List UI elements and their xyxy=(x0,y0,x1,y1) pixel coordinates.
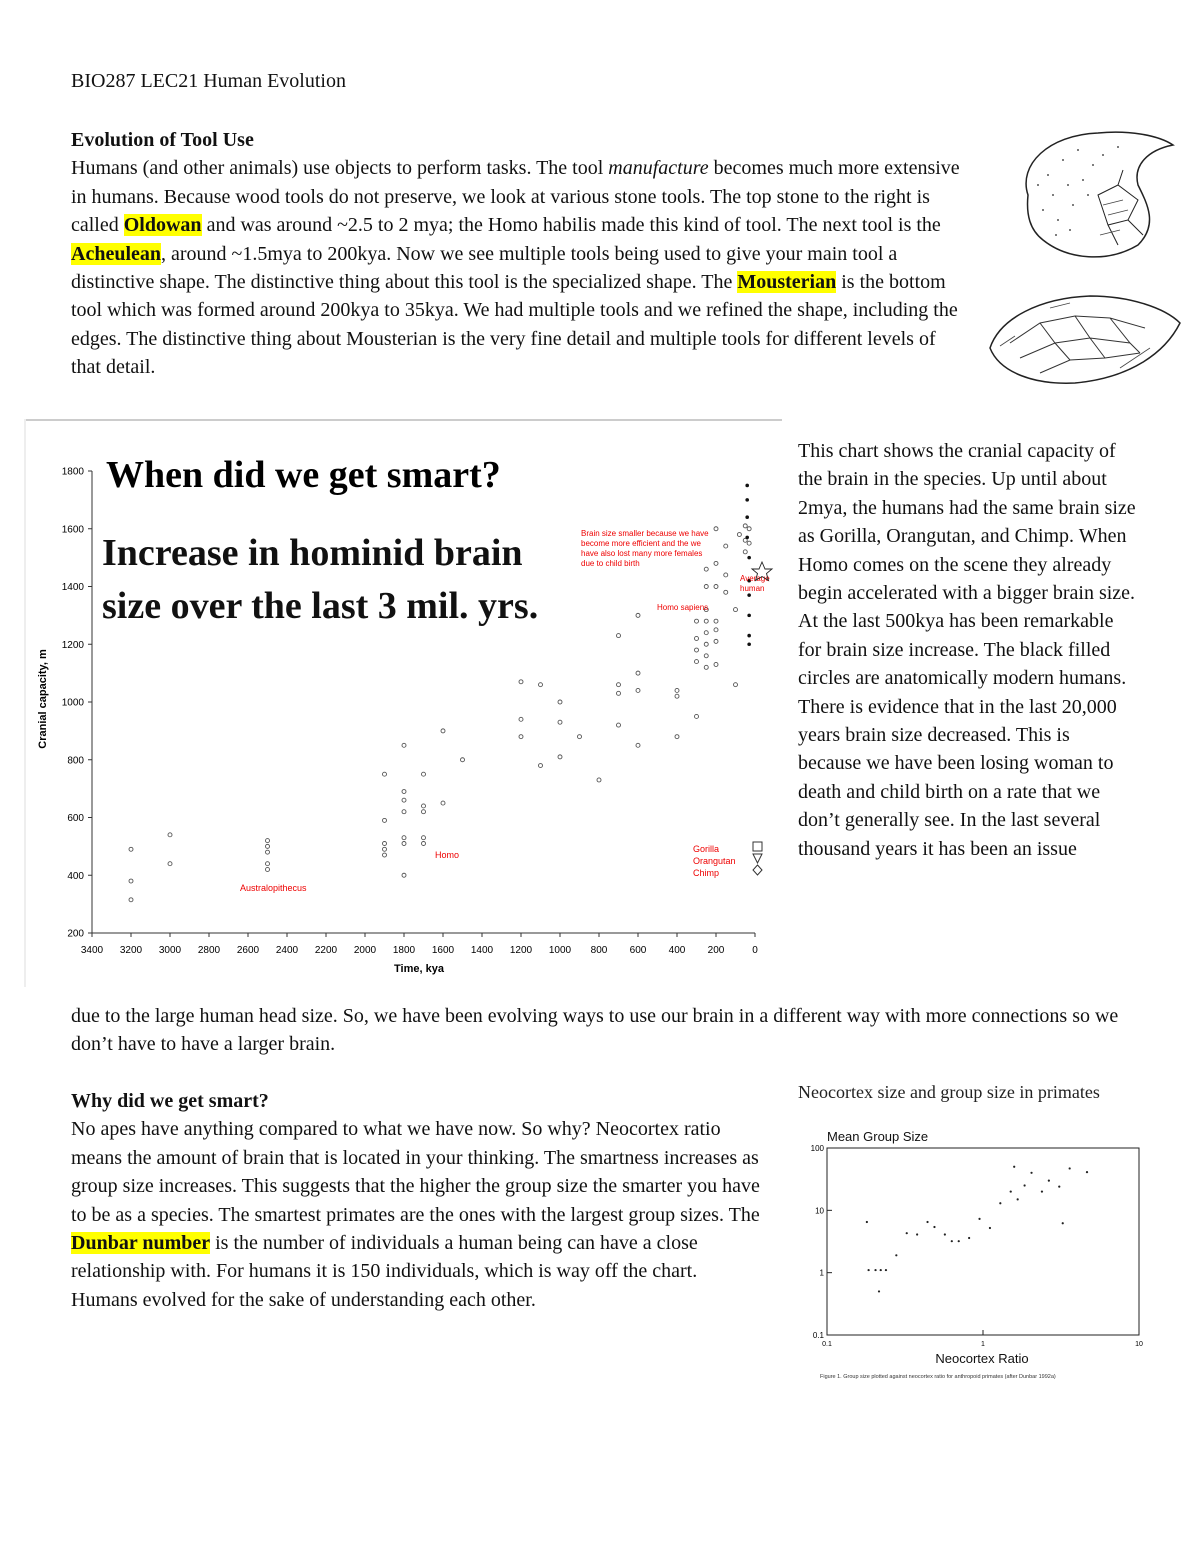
brain-y-tick-label: 1800 xyxy=(61,466,84,478)
neocortex-point xyxy=(1069,1167,1071,1169)
fossil-point xyxy=(266,850,270,854)
modern-human-point xyxy=(745,484,749,488)
document-header: BIO287 LEC21 Human Evolution xyxy=(71,70,346,92)
neo-x-tick-label: 1 xyxy=(981,1341,985,1348)
neocortex-point xyxy=(999,1202,1001,1204)
mousterian-highlight: Mousterian xyxy=(737,271,837,294)
fossil-point xyxy=(704,665,708,669)
neo-y-tick-label: 100 xyxy=(810,1144,824,1153)
fossil-point xyxy=(266,867,270,871)
brain-x-tick-label: 2200 xyxy=(314,945,338,956)
brain-x-tick-label: 1600 xyxy=(431,945,455,956)
neo-x-tick-label: 10 xyxy=(1135,1341,1143,1348)
fossil-point xyxy=(636,613,640,617)
oldowan-tool-image xyxy=(1008,125,1183,265)
brain-y-tick-label: 1400 xyxy=(61,582,84,593)
annot-australopithecus: Australopithecus xyxy=(240,883,307,893)
neo-y-tick-label: 0.1 xyxy=(812,1331,824,1340)
brain-x-tick-label: 1000 xyxy=(548,945,572,956)
brain-y-tick-label: 1600 xyxy=(61,524,84,536)
why-smart-paragraph xyxy=(71,1115,761,1314)
fossil-point xyxy=(383,772,387,776)
fossil-point xyxy=(724,573,728,577)
brain-y-tick-label: 1000 xyxy=(61,697,84,709)
neocortex-point xyxy=(880,1269,882,1271)
smart-text-1: No apes have anything compared to what we have now. So why? Neocortex ratio means the amount of brain that is located in your thinking. The smartness increases as group size increases. This suggests that the higher the group size the smarter you have to be as a species. The smartest primates are the ones with the largest group sizes. The xyxy=(71,1118,760,1226)
fossil-point xyxy=(129,847,133,851)
brain-chart-explanation-continued: due to the large human head size. So, we have been evolving ways to use our brain in a different way with more connections so we don’t have to have a larger brain. xyxy=(71,1005,1119,1056)
brain-x-tick-label: 0 xyxy=(752,945,758,956)
fossil-point xyxy=(129,879,133,883)
brain-x-tick-label: 1400 xyxy=(470,945,494,956)
neo-y-tick-label: 1 xyxy=(819,1268,824,1278)
fossil-point xyxy=(675,688,679,692)
fossil-point xyxy=(266,862,270,866)
neocortex-point xyxy=(978,1218,980,1220)
neocortex-point xyxy=(878,1290,880,1292)
neocortex-chart xyxy=(760,1053,1180,1393)
smart-text-2: is the number of individuals a human being can have a close relationship with. For humans it is 150 individuals, which is way off the chart. Humans evolved for the sake of understanding each other. xyxy=(71,1232,698,1311)
fossil-point xyxy=(422,836,426,840)
brain-x-tick-label: 400 xyxy=(668,945,686,956)
dunbar-number-highlight: Dunbar number xyxy=(71,1232,211,1255)
tool-text-manufacture: manufacture xyxy=(608,157,709,180)
neocortex-point xyxy=(958,1240,960,1242)
annot-orangutan: Orangutan xyxy=(693,856,736,866)
brain-chart-title: When did we get smart? xyxy=(106,454,501,496)
modern-human-point xyxy=(747,614,751,618)
fossil-point xyxy=(129,898,133,902)
fossil-point xyxy=(383,818,387,822)
annot-brain-note: Brain size smaller because we have become more efficient and the we have also lost many more females due to child birth xyxy=(581,529,709,568)
annot-average-human: Average human xyxy=(740,574,770,593)
acheulean-highlight: Acheulean xyxy=(71,242,161,265)
neo-x-tick-label: 0.1 xyxy=(822,1341,832,1348)
neocortex-point xyxy=(933,1226,935,1228)
fossil-point xyxy=(695,636,699,640)
neocortex-point xyxy=(1058,1186,1060,1188)
brain-x-tick-label: 3000 xyxy=(158,945,182,956)
tool-use-paragraph xyxy=(71,154,966,381)
brain-x-tick-label: 3400 xyxy=(80,945,104,956)
neocortex-point xyxy=(1013,1166,1015,1168)
fossil-point xyxy=(675,735,679,739)
chart-background xyxy=(24,419,782,987)
brain-chart-subtitle: Increase in hominid brain size over the last 3 mil. yrs. xyxy=(102,532,539,627)
fossil-point xyxy=(704,631,708,635)
neocortex-point xyxy=(989,1227,991,1229)
neocortex-point xyxy=(885,1269,887,1271)
fossil-point xyxy=(597,778,601,782)
mousterian-tool-image xyxy=(980,288,1185,388)
neocortex-point xyxy=(951,1240,953,1242)
fossil-point xyxy=(441,729,445,733)
fossil-point xyxy=(704,619,708,623)
brain-x-tick-label: 2000 xyxy=(353,945,377,956)
annot-brain-note-box xyxy=(581,529,716,599)
brain-chart-xlabel: Time, kya xyxy=(394,963,444,975)
fossil-point xyxy=(724,544,728,548)
neocortex-point xyxy=(1041,1190,1043,1192)
brain-x-tick-label: 200 xyxy=(707,945,725,956)
fossil-point xyxy=(617,691,621,695)
fossil-point xyxy=(519,735,523,739)
tool-use-heading: Evolution of Tool Use xyxy=(71,129,254,151)
fossil-point xyxy=(383,853,387,857)
fossil-point xyxy=(441,801,445,805)
fossil-point xyxy=(704,642,708,646)
modern-human-point xyxy=(745,536,749,540)
fossil-point xyxy=(747,541,751,545)
fossil-point xyxy=(636,671,640,675)
fossil-point xyxy=(383,847,387,851)
brain-y-tick-label: 800 xyxy=(67,755,84,767)
fossil-point xyxy=(422,804,426,808)
fossil-point xyxy=(402,798,406,802)
neocortex-point xyxy=(926,1221,928,1223)
brain-x-tick-label: 2400 xyxy=(275,945,299,956)
fossil-point xyxy=(422,810,426,814)
neocortex-point xyxy=(866,1221,868,1223)
fossil-point xyxy=(558,755,562,759)
brain-y-tick-label: 1200 xyxy=(61,639,84,651)
fossil-point xyxy=(743,550,747,554)
modern-human-point xyxy=(745,498,749,502)
tool-text-2: becomes much more extensive in humans. Because wood tools do not preserve, we look at various stone tools. The top stone to the right is called xyxy=(71,157,960,237)
fossil-point xyxy=(695,619,699,623)
fossil-point xyxy=(617,634,621,638)
neocortex-point xyxy=(1086,1171,1088,1173)
fossil-point xyxy=(695,648,699,652)
fossil-point xyxy=(402,836,406,840)
neocortex-point xyxy=(868,1269,870,1271)
fossil-point xyxy=(539,683,543,687)
tool-text-5: is the bottom tool which was formed around 200kya to 35kya. We had multiple tools and we refined the shape, including the edges. The distinctive thing about Mousterian is the very fine detail and multiple tools for different levels of that detail. xyxy=(71,271,958,379)
brain-size-chart xyxy=(24,419,782,987)
fossil-point xyxy=(734,608,738,612)
annot-average-human-box xyxy=(740,574,782,604)
fossil-point xyxy=(266,839,270,843)
neocortex-point xyxy=(916,1233,918,1235)
fossil-point xyxy=(461,758,465,762)
fossil-point xyxy=(519,717,523,721)
fossil-point xyxy=(402,841,406,845)
brain-y-tick-label: 400 xyxy=(67,870,84,882)
fossil-point xyxy=(578,735,582,739)
tool-text-1: Humans (and other animals) use objects to perform tasks. The tool xyxy=(71,157,609,180)
neocortex-point xyxy=(1030,1172,1032,1174)
fossil-point xyxy=(714,639,718,643)
brain-x-tick-label: 3200 xyxy=(119,945,143,956)
fossil-point xyxy=(558,700,562,704)
fossil-point xyxy=(617,723,621,727)
fossil-point xyxy=(734,683,738,687)
fossil-point xyxy=(724,590,728,594)
oldowan-highlight: Oldowan xyxy=(123,214,202,237)
neocortex-chart-caption: Figure 1. Group size plotted against neocortex ratio for anthropoid primates (after Dunbar 1992a) xyxy=(820,1374,1056,1380)
fossil-point xyxy=(402,810,406,814)
fossil-point xyxy=(743,524,747,528)
neocortex-point xyxy=(1024,1184,1026,1186)
brain-x-tick-label: 2800 xyxy=(197,945,221,956)
brain-x-tick-label: 1800 xyxy=(392,945,416,956)
fossil-point xyxy=(539,764,543,768)
neocortex-point xyxy=(1017,1198,1019,1200)
neocortex-point xyxy=(1048,1179,1050,1181)
fossil-point xyxy=(695,714,699,718)
fossil-point xyxy=(737,533,741,537)
brain-chart-explanation: This chart shows the cranial capacity of the brain in the species. Up until about 2mya, the humans had the same brain size as Gorilla, Orangutan, and Chimp. When Homo comes on the scene they already begin accelerated with a bigger brain size. At the last 500kya has been remarkable for brain size increase. The black filled circles are anatomically modern humans. There is evidence that in the last 20,000 years brain size decreased. This is because we have been losing woman to death and child birth on a rate that we don’t generally see. In the last several thousand years it has been an issue xyxy=(798,440,1136,860)
neo-y-tick-label: 10 xyxy=(815,1206,824,1216)
brain-y-tick-label: 200 xyxy=(67,928,84,940)
fossil-point xyxy=(402,790,406,794)
fossil-point xyxy=(168,862,172,866)
neocortex-point xyxy=(895,1254,897,1256)
why-smart-section xyxy=(71,1087,761,1314)
fossil-point xyxy=(402,873,406,877)
neocortex-plot-frame xyxy=(827,1148,1139,1335)
tool-text-3: and was around ~2.5 to 2 mya; the Homo habilis made this kind of tool. The next tool is the xyxy=(201,214,941,237)
fossil-point xyxy=(695,660,699,664)
fossil-point xyxy=(383,841,387,845)
fossil-point xyxy=(714,628,718,632)
fossil-point xyxy=(714,662,718,666)
fossil-point xyxy=(675,694,679,698)
neocortex-chart-ylabel: Mean Group Size xyxy=(827,1129,929,1144)
neocortex-chart-title: Neocortex size and group size in primates xyxy=(798,1082,1100,1102)
fossil-point xyxy=(266,844,270,848)
neocortex-point xyxy=(906,1232,908,1234)
neocortex-point xyxy=(968,1237,970,1239)
fossil-point xyxy=(636,743,640,747)
fossil-point xyxy=(519,680,523,684)
brain-x-tick-label: 1200 xyxy=(509,945,533,956)
fossil-point xyxy=(617,683,621,687)
modern-human-point xyxy=(747,642,751,646)
fossil-point xyxy=(714,619,718,623)
tool-use-section xyxy=(71,126,971,382)
fossil-point xyxy=(402,743,406,747)
brain-chart-subtitle-box xyxy=(102,527,582,677)
neocortex-point xyxy=(1010,1190,1012,1192)
fossil-point xyxy=(422,772,426,776)
fossil-point xyxy=(558,720,562,724)
brain-y-tick-label: 600 xyxy=(67,813,84,824)
neocortex-point xyxy=(874,1269,876,1271)
modern-human-point xyxy=(747,634,751,638)
fossil-point xyxy=(636,688,640,692)
brain-x-tick-label: 600 xyxy=(629,945,647,956)
fossil-point xyxy=(747,527,751,531)
modern-human-point xyxy=(745,515,749,519)
tool-text-4: , around ~1.5mya to 200kya. Now we see multiple tools being used to give your main tool a distinctive shape. The distinctive thing about this tool is the specialized shape. The xyxy=(71,242,898,294)
annot-gorilla: Gorilla xyxy=(693,844,720,854)
brain-x-tick-label: 2600 xyxy=(236,945,260,956)
fossil-point xyxy=(168,833,172,837)
fossil-point xyxy=(704,654,708,658)
modern-human-point xyxy=(747,556,751,560)
annot-homo-sapiens: Homo sapiens xyxy=(657,603,709,612)
annot-homo: Homo xyxy=(435,850,460,860)
why-smart-heading: Why did we get smart? xyxy=(71,1090,269,1112)
neocortex-point xyxy=(944,1233,946,1235)
neocortex-point xyxy=(1062,1222,1064,1224)
brain-x-tick-label: 800 xyxy=(590,945,608,956)
neocortex-chart-xlabel: Neocortex Ratio xyxy=(935,1351,1029,1366)
fossil-point xyxy=(422,841,426,845)
brain-chart-ylabel: Cranial capacity, m xyxy=(37,649,49,749)
annot-chimp: Chimp xyxy=(693,868,720,878)
